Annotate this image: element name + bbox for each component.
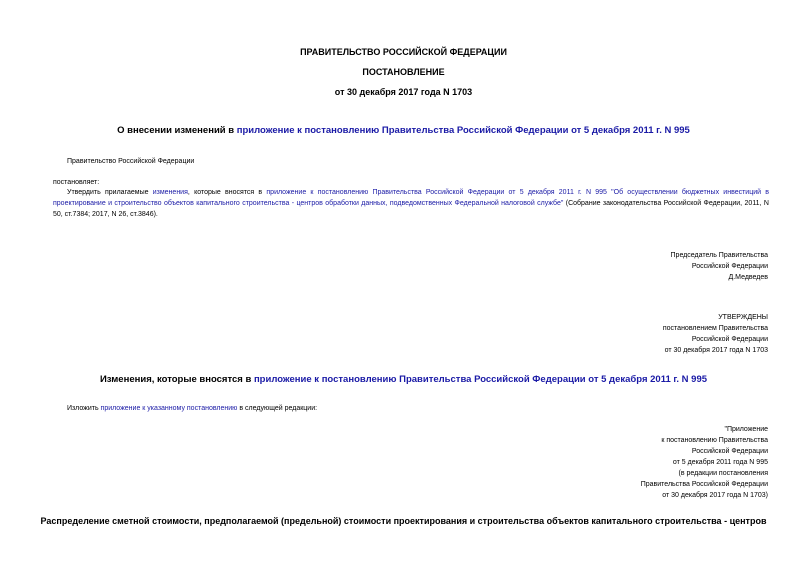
intro-text: Правительство Российской Федерации	[67, 158, 195, 165]
appendix-line-2: к постановлению Правительства	[661, 437, 768, 444]
changes-title	[0, 374, 807, 385]
approved-line-1: УТВЕРЖДЕНЫ	[718, 314, 768, 321]
paragraph-1	[53, 187, 769, 220]
appendix-line-1: "Приложение	[724, 426, 768, 433]
changes-title-prefix: Изменения, которые вносятся в	[99, 374, 254, 385]
document-title-link[interactable]: приложение к постановлению Правительства Российской Федерации от 5 декабря 2011 г. N 995	[236, 125, 690, 136]
government-heading: ПРАВИТЕЛЬСТВО РОССИЙСКОЙ ФЕДЕРАЦИИ	[300, 47, 507, 57]
instruction-start: Изложить	[67, 405, 101, 412]
paragraph-1-end: (Собрание законодательства Российской Федерации, 2011, N 50, ст.7384; 2017, N 26, ст.3846).	[53, 200, 769, 218]
approved-line-2: постановлением Правительства	[662, 325, 768, 332]
signature-block	[671, 250, 768, 283]
date-number-heading: от 30 декабря 2017 года N 1703	[334, 87, 473, 97]
instruction-end: в следующей редакции:	[237, 405, 318, 412]
changes-title-link[interactable]: приложение к постановлению Правительства Российской Федерации от 5 декабря 2011 г. N 995	[253, 374, 708, 385]
document-title-prefix: О внесении изменений в	[117, 125, 237, 136]
signature-line-1: Председатель Правительства	[670, 252, 768, 259]
changes-link[interactable]: изменения	[152, 189, 188, 196]
approved-line-3: Российской Федерации	[691, 336, 768, 343]
appendix-line-3: Российской Федерации	[691, 448, 768, 455]
instruction-text	[67, 403, 317, 414]
paragraph-1-mid: , которые вносятся в	[187, 189, 267, 196]
paragraph-1-start: Утвердить прилагаемые	[67, 189, 153, 196]
approved-block	[663, 312, 768, 356]
distribution-title: Распределение сметной стоимости, предполагаемой (предельной) стоимости проектирования и строительства объектов капитального строительства - центров	[40, 516, 767, 526]
document-title	[0, 125, 807, 136]
appendix-line-6: Правительства Российской Федерации	[640, 481, 768, 488]
appendix-line-4: от 5 декабря 2011 года N 995	[672, 459, 768, 466]
resolves-text: постановляет:	[53, 179, 100, 186]
appendix-block	[641, 424, 768, 501]
signature-line-2: Российской Федерации	[691, 263, 768, 270]
appendix-resolution-link[interactable]: приложение к постановлению Правительства Российской Федерации от 5 декабря 2011 г. N 995 "Об осуществлении бюджетных инвестиций в проектирование и строительство объектов капитального строительства - центров обработки данных, подведомственных Федеральной налоговой службе"	[53, 189, 769, 207]
appendix-line-7: от 30 декабря 2017 года N 1703)	[662, 492, 768, 499]
appendix-line-5: (в редакции постановления	[678, 470, 768, 477]
approved-line-4: от 30 декабря 2017 года N 1703	[664, 347, 768, 354]
doc-type-heading: ПОСТАНОВЛЕНИЕ	[362, 67, 445, 77]
instruction-link[interactable]: приложение к указанному постановлению	[100, 405, 238, 412]
signature-line-3: Д.Медведев	[728, 274, 768, 281]
